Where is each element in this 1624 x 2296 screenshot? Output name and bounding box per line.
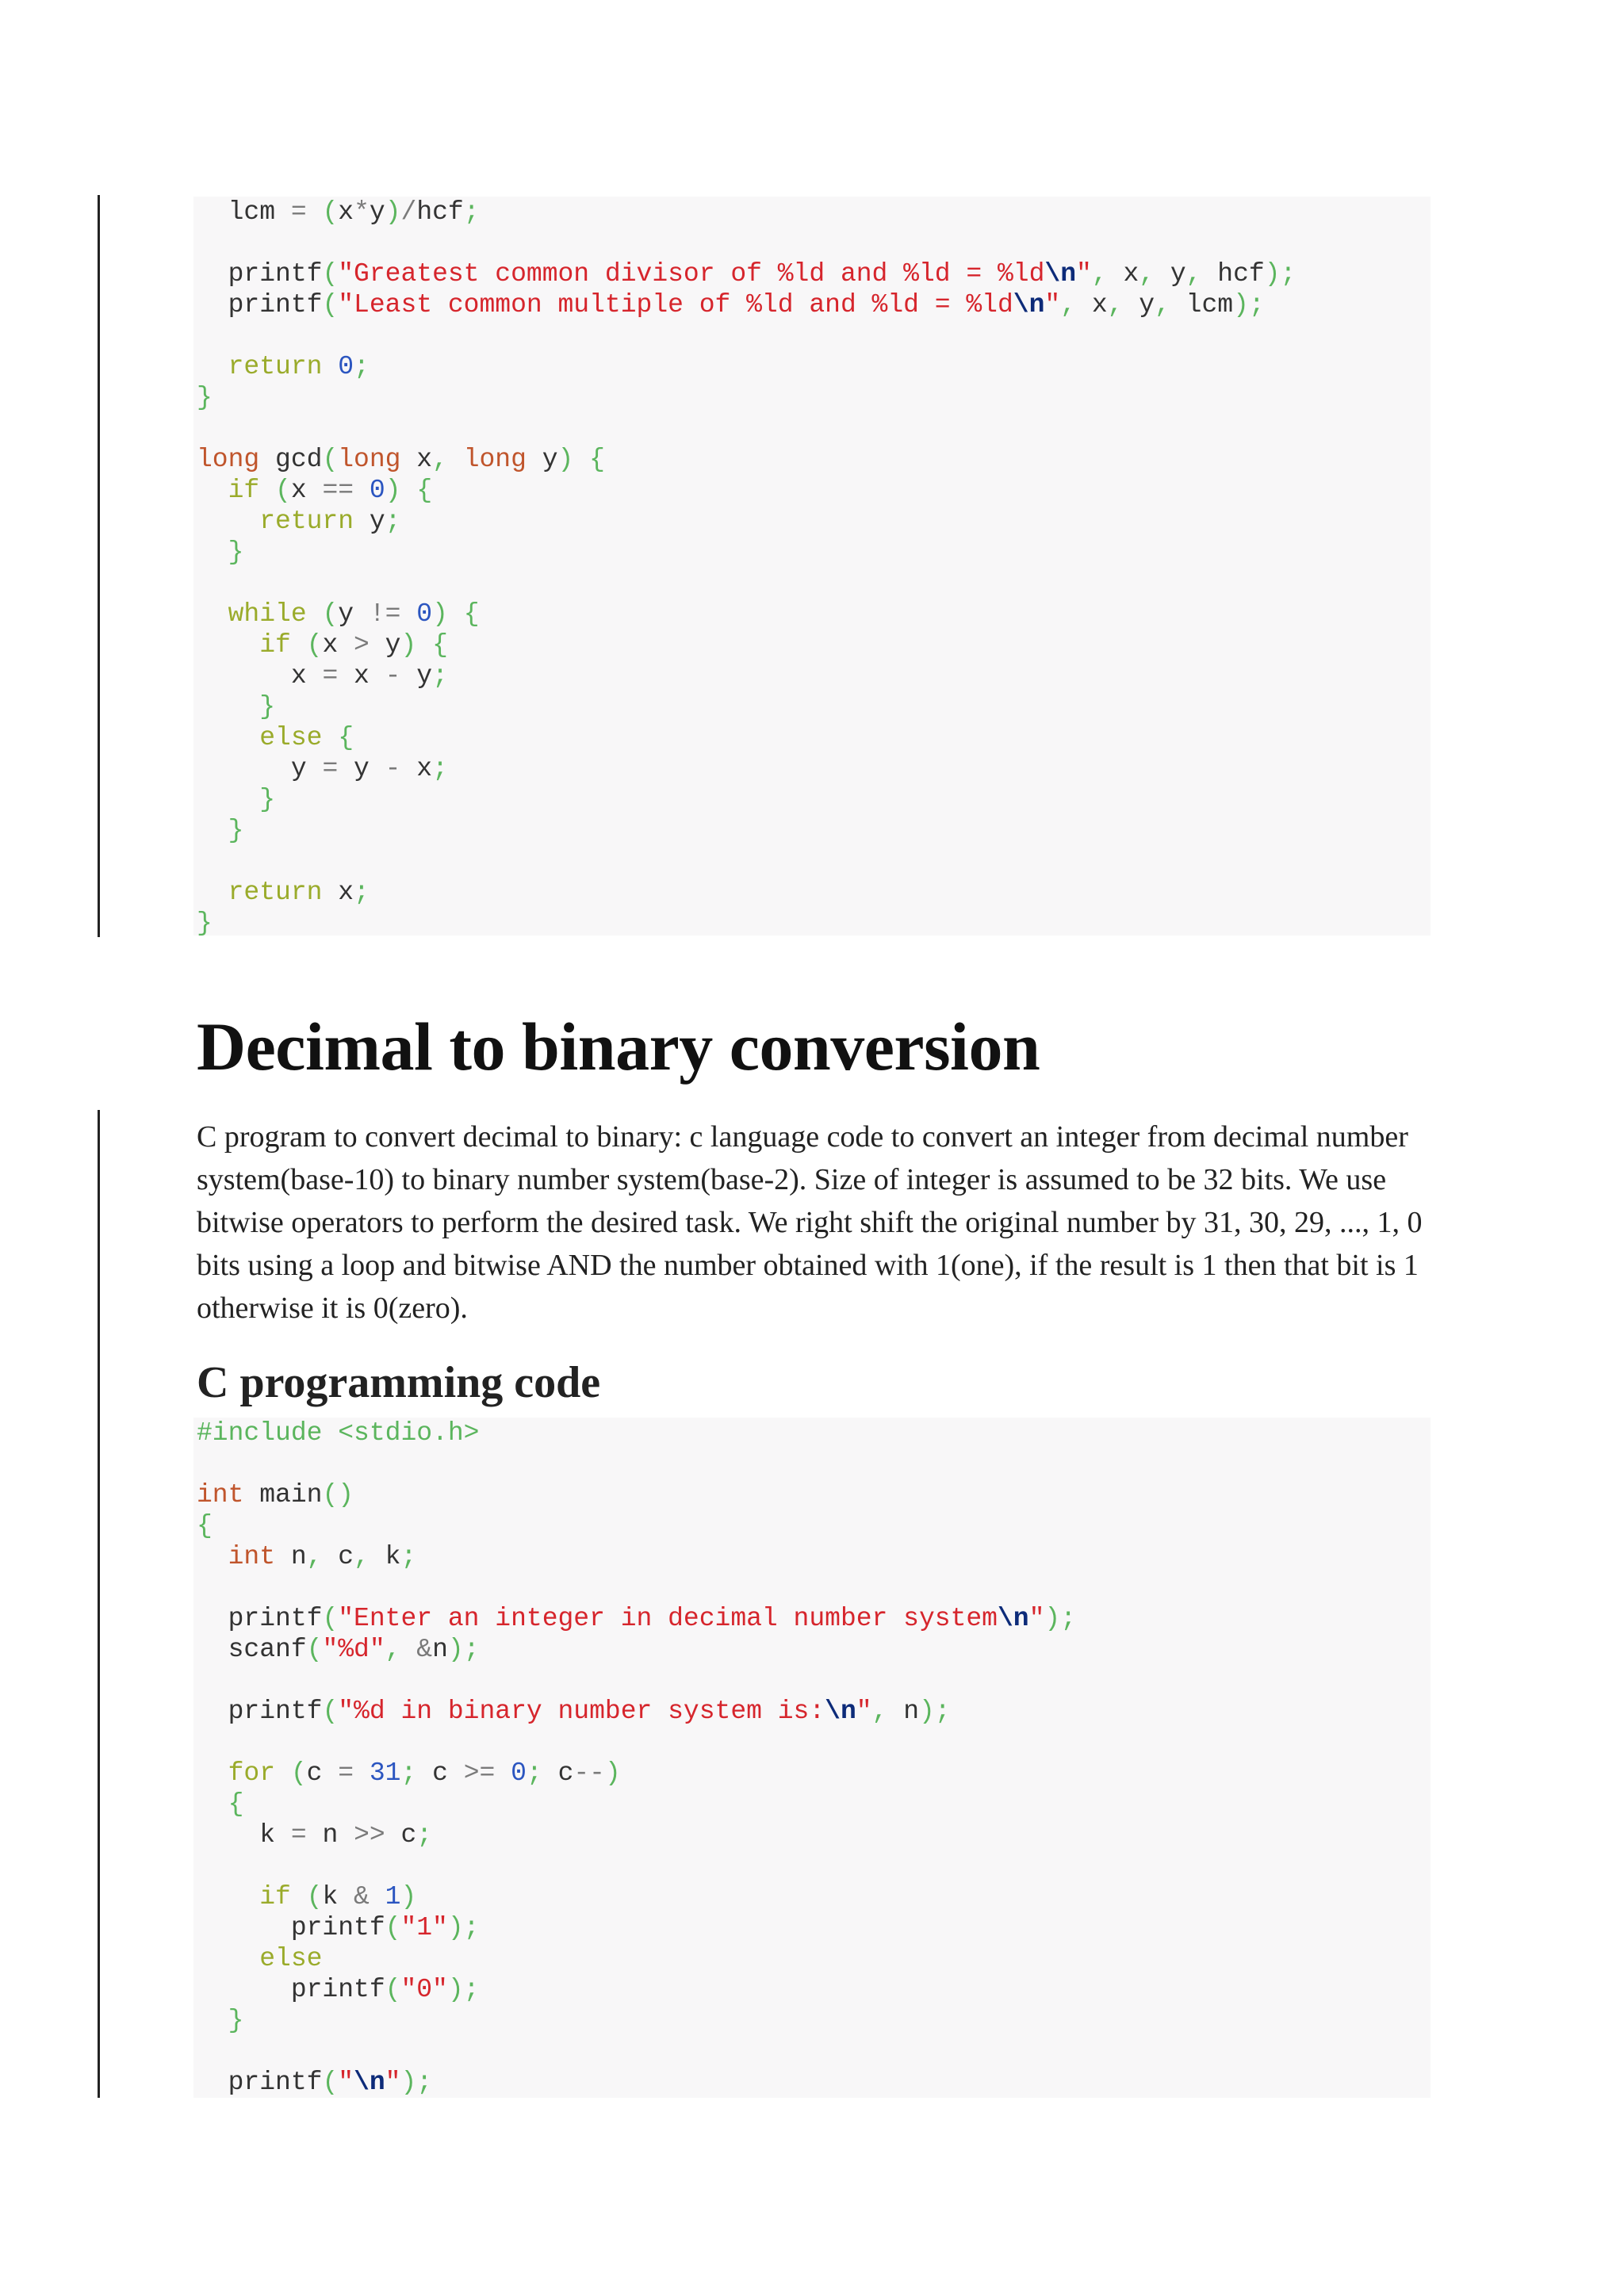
code-token: else	[197, 723, 339, 752]
code-token: return	[197, 878, 339, 907]
code-token: gcd	[259, 445, 323, 474]
code-token: ,	[1155, 290, 1170, 320]
code-token: --	[573, 1758, 605, 1788]
code-token: ,	[1107, 290, 1124, 320]
code-token: ()	[322, 1480, 354, 1510]
code-token: c	[306, 1758, 339, 1788]
code-line	[193, 629, 1431, 660]
code-token: =	[338, 1758, 354, 1788]
code-token: ,	[306, 1542, 323, 1571]
code-token: \n	[1044, 259, 1077, 289]
code-token: (	[385, 1913, 401, 1942]
code-token: printf	[197, 2068, 323, 2097]
code-token: {	[432, 630, 448, 660]
code-token: else	[197, 1944, 323, 1973]
code-token: (	[306, 630, 323, 660]
code-token: }	[197, 816, 244, 845]
code-token: return	[197, 507, 370, 536]
code-token: ;	[526, 1758, 542, 1788]
code-token: &	[416, 1635, 433, 1664]
code-token: )	[385, 197, 401, 227]
code-token: x	[338, 197, 354, 227]
code-line	[193, 1634, 1431, 1665]
code-line	[193, 1789, 1431, 1820]
code-token: c	[385, 1820, 417, 1850]
code-token: ;	[354, 352, 370, 381]
code-line	[193, 2067, 1431, 2098]
code-line	[193, 1479, 1431, 1510]
code-token: "	[385, 2068, 401, 2097]
code-token: y	[1155, 259, 1186, 289]
code-token: (	[275, 476, 291, 505]
code-token: );	[447, 1913, 480, 1942]
code-token: "%d in binary number system is:	[338, 1697, 825, 1726]
code-line	[193, 568, 1431, 599]
code-token: >=	[463, 1758, 496, 1788]
code-token: )	[400, 1882, 417, 1911]
code-token: return	[197, 352, 339, 381]
code-token: (	[306, 1882, 323, 1911]
code-token: y	[400, 661, 433, 691]
code-token: ,	[354, 1542, 370, 1571]
code-token: )	[557, 445, 574, 474]
code-token: "Least common multiple of %ld and %ld = %ld	[338, 290, 1013, 320]
code-token: *	[354, 197, 370, 227]
code-token	[354, 476, 370, 505]
code-token: \n	[354, 2068, 385, 2097]
code-line	[193, 1665, 1431, 1696]
code-line	[193, 753, 1431, 784]
code-token	[495, 1758, 511, 1788]
code-token: "1"	[400, 1913, 448, 1942]
code-token: lcm	[1170, 290, 1234, 320]
code-token: long	[338, 445, 401, 474]
code-line	[193, 1820, 1431, 1850]
code-token: )	[400, 630, 417, 660]
code-token: x	[197, 661, 323, 691]
code-token: "0"	[400, 1975, 448, 2004]
code-token: ,	[871, 1697, 888, 1726]
code-token: \n	[998, 1604, 1029, 1633]
code-token: int	[197, 1542, 276, 1571]
code-token: -	[385, 661, 401, 691]
code-token: ,	[1185, 259, 1202, 289]
code-token: 0	[369, 476, 385, 505]
code-token: printf	[197, 1913, 385, 1942]
code-line	[193, 1727, 1431, 1758]
code-line	[193, 1912, 1431, 1943]
code-line	[193, 877, 1431, 908]
code-line	[193, 2036, 1431, 2067]
code-token: ;	[416, 1820, 433, 1850]
code-line	[193, 444, 1431, 475]
code-line	[193, 475, 1431, 506]
code-token: ,	[432, 445, 448, 474]
code-token: {	[589, 445, 605, 474]
code-token	[401, 476, 417, 505]
code-token: (	[322, 259, 339, 289]
code-token: 1	[385, 1882, 401, 1911]
code-block-gcd-lcm	[193, 197, 1431, 936]
code-line	[193, 784, 1431, 815]
code-token: lcm	[197, 197, 291, 227]
code-token: int	[197, 1480, 244, 1510]
code-line	[193, 2005, 1431, 2036]
code-token: );	[1264, 259, 1297, 289]
code-token: y	[369, 197, 385, 227]
code-token: k	[369, 1542, 401, 1571]
code-line	[193, 1943, 1431, 1974]
code-token: &	[354, 1882, 370, 1911]
code-token	[354, 1758, 370, 1788]
code-token: ,	[1091, 259, 1108, 289]
code-line	[193, 320, 1431, 351]
code-token: main	[243, 1480, 323, 1510]
code-token: (	[322, 445, 339, 474]
code-line	[193, 815, 1431, 846]
code-token: ;	[432, 754, 448, 783]
code-token: c	[322, 1542, 354, 1571]
code-token: >	[354, 630, 370, 660]
code-token: y	[338, 754, 385, 783]
code-token: {	[197, 1789, 244, 1819]
section-heading: Decimal to binary conversion	[197, 1008, 1040, 1085]
code-token: if	[197, 476, 276, 505]
code-token: ,	[385, 1635, 401, 1664]
code-token: #include <stdio.h>	[197, 1418, 480, 1448]
code-line	[193, 1850, 1431, 1881]
code-token: }	[197, 909, 213, 938]
code-token: {	[338, 723, 354, 752]
code-token: y	[369, 630, 401, 660]
code-token: ;	[385, 507, 401, 536]
code-token: );	[1233, 290, 1265, 320]
code-token: printf	[197, 1697, 323, 1726]
code-token: )	[385, 476, 401, 505]
code-line	[193, 382, 1431, 413]
code-line	[193, 1974, 1431, 2005]
code-token: x	[1107, 259, 1139, 289]
code-token: x	[322, 630, 354, 660]
code-token	[400, 1635, 416, 1664]
code-token: =	[290, 1820, 307, 1850]
code-token: =	[322, 661, 339, 691]
code-token: "	[338, 2068, 354, 2097]
code-line	[193, 1603, 1431, 1634]
code-token: \n	[1013, 290, 1045, 320]
code-token: -	[385, 754, 401, 783]
code-token: y	[197, 754, 323, 783]
code-token: "Enter an integer in decimal number system	[338, 1604, 998, 1633]
code-token	[307, 197, 323, 227]
code-line	[193, 228, 1431, 258]
code-token: );	[400, 2068, 433, 2097]
code-token: for	[197, 1758, 291, 1788]
code-token: {	[197, 1511, 213, 1540]
code-token: k	[322, 1882, 354, 1911]
code-line	[193, 846, 1431, 877]
code-token: x	[1076, 290, 1108, 320]
code-token: (	[290, 1758, 307, 1788]
code-token: long	[197, 445, 260, 474]
code-line	[193, 691, 1431, 722]
code-token: while	[197, 599, 323, 629]
description-paragraph: C program to convert decimal to binary: c language code to convert an integer from decimal number system(base-10) to binary number system(base-2). Size of integer is assumed to be 32 bits. We use bitwise operators to perform the desired task. We right shift the original number by 31, 30, 29, ..., 1, 0 bits using a loop and bitwise AND the number obtained with 1(one), if the result is 1 then that bit is 1 otherwise it is 0(zero).	[197, 1120, 1423, 1325]
code-line	[193, 1448, 1431, 1479]
code-line	[193, 1696, 1431, 1727]
code-token: /	[400, 197, 417, 227]
code-token: )	[432, 599, 448, 629]
code-line	[193, 413, 1431, 444]
code-token: ;	[400, 1542, 417, 1571]
code-token: (	[322, 599, 339, 629]
code-line	[193, 908, 1431, 939]
code-token: (	[322, 1604, 339, 1633]
code-token: );	[1044, 1604, 1077, 1633]
code-line	[193, 1572, 1431, 1603]
code-token	[448, 445, 464, 474]
code-token: long	[463, 445, 527, 474]
code-token: n	[306, 1820, 354, 1850]
code-token: y	[369, 507, 385, 536]
code-token: ;	[463, 197, 480, 227]
code-token: if	[197, 1882, 307, 1911]
code-token	[573, 445, 589, 474]
code-token: =	[290, 197, 307, 227]
code-line	[193, 197, 1431, 228]
code-token: scanf	[197, 1635, 307, 1664]
code-token: x	[400, 445, 433, 474]
code-token: "	[1044, 290, 1061, 320]
code-token: (	[306, 1635, 323, 1664]
code-token: ,	[1139, 259, 1155, 289]
code-block-decimal-to-binary	[193, 1418, 1431, 2098]
code-token: printf	[197, 290, 323, 320]
code-token: !=	[369, 599, 401, 629]
code-token: y	[1123, 290, 1155, 320]
code-token: ;	[432, 661, 448, 691]
code-token: 0	[338, 352, 354, 381]
code-token: (	[385, 1975, 401, 2004]
code-token: printf	[197, 1604, 323, 1633]
code-line	[193, 289, 1431, 320]
code-token: "%d"	[322, 1635, 385, 1664]
code-token: k	[197, 1820, 291, 1850]
code-token: =	[322, 754, 339, 783]
code-token: (	[322, 1697, 339, 1726]
code-token: (	[322, 2068, 339, 2097]
code-line	[193, 1881, 1431, 1912]
code-token: );	[447, 1635, 480, 1664]
code-token: >>	[354, 1820, 385, 1850]
code-token: y	[526, 445, 558, 474]
code-token: ;	[354, 878, 370, 907]
code-token	[400, 599, 416, 629]
code-line	[193, 506, 1431, 537]
code-token: x	[290, 476, 323, 505]
code-token: y	[338, 599, 370, 629]
code-token	[448, 599, 464, 629]
code-token: n	[887, 1697, 919, 1726]
quote-bar-bottom	[98, 1110, 100, 2098]
code-token: if	[197, 630, 307, 660]
code-token: n	[432, 1635, 448, 1664]
code-token: ,	[1060, 290, 1077, 320]
code-token: x	[338, 661, 385, 691]
code-token: "	[1028, 1604, 1045, 1633]
code-token: "Greatest common divisor of %ld and %ld = %ld	[338, 259, 1045, 289]
code-token: c	[542, 1758, 574, 1788]
code-token: 31	[369, 1758, 401, 1788]
code-token: }	[197, 538, 244, 567]
code-token: )	[604, 1758, 621, 1788]
code-token: }	[197, 785, 276, 814]
code-token: {	[463, 599, 480, 629]
code-token: (	[322, 197, 339, 227]
code-token: \n	[825, 1697, 856, 1726]
code-token: );	[447, 1975, 480, 2004]
code-token: (	[322, 290, 339, 320]
code-token: printf	[197, 259, 323, 289]
code-token: "	[856, 1697, 872, 1726]
code-token: c	[416, 1758, 464, 1788]
code-token: hcf	[416, 197, 464, 227]
code-token: {	[416, 476, 433, 505]
code-token: }	[197, 692, 276, 721]
code-token: ;	[400, 1758, 417, 1788]
code-token: 0	[416, 599, 433, 629]
code-token: 0	[511, 1758, 527, 1788]
code-token: }	[197, 2006, 244, 2035]
code-token: n	[275, 1542, 307, 1571]
code-line	[193, 1758, 1431, 1789]
code-subheading: C programming code	[197, 1358, 601, 1407]
code-token: x	[338, 878, 354, 907]
code-token	[416, 630, 432, 660]
code-token: hcf	[1201, 259, 1265, 289]
code-line	[193, 258, 1431, 289]
code-token: ==	[322, 476, 354, 505]
code-line	[193, 1541, 1431, 1572]
code-token: printf	[197, 1975, 385, 2004]
code-line	[193, 537, 1431, 568]
code-token	[370, 1882, 385, 1911]
code-line	[193, 1418, 1431, 1448]
quote-bar-top	[98, 195, 100, 937]
code-token: );	[919, 1697, 951, 1726]
code-line	[193, 660, 1431, 691]
code-line	[193, 599, 1431, 629]
code-line	[193, 1510, 1431, 1541]
code-line	[193, 722, 1431, 753]
code-token: x	[400, 754, 433, 783]
code-line	[193, 351, 1431, 382]
code-token: }	[197, 383, 213, 412]
code-token: "	[1076, 259, 1092, 289]
